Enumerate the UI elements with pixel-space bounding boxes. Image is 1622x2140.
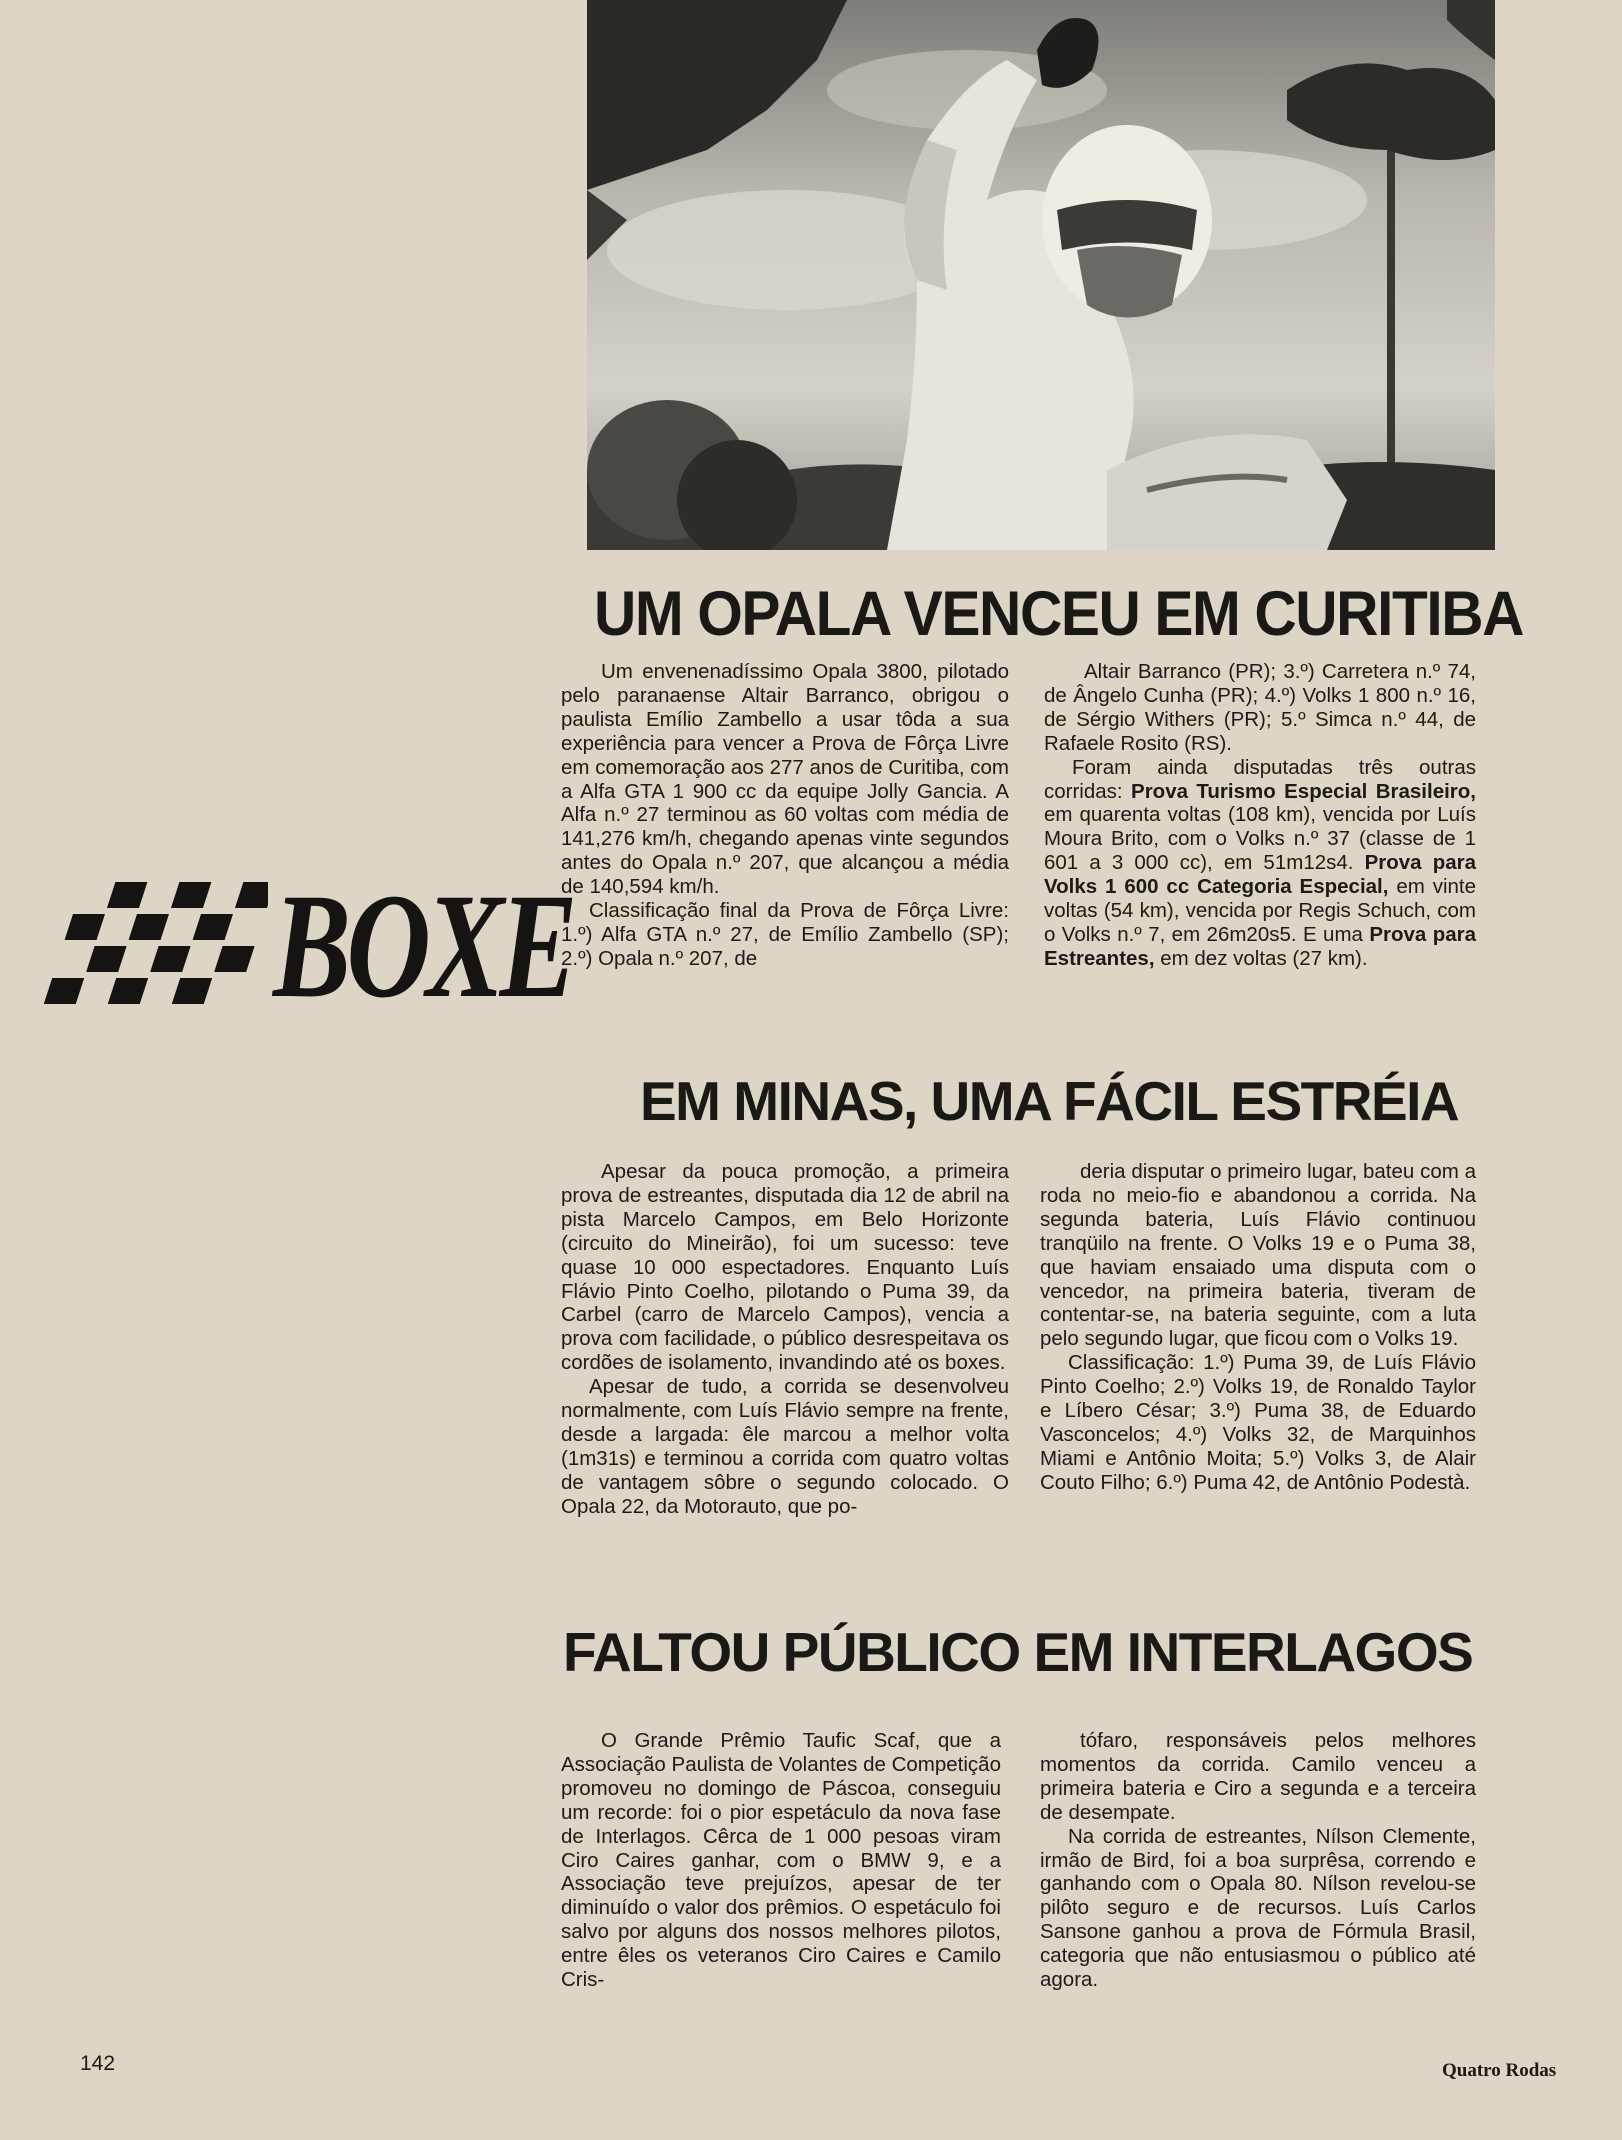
paragraph bbox=[1044, 660, 1476, 756]
text-run: em dez voltas (27 km). bbox=[1154, 946, 1368, 970]
headline-minas: EM MINAS, UMA FÁCIL ESTRÉIA bbox=[640, 1070, 1459, 1132]
magazine-name: Quatro Rodas bbox=[1442, 2060, 1557, 2081]
headline-curitiba: UM OPALA VENCEU EM CURITIBA bbox=[594, 579, 1524, 649]
article-minas-column-1 bbox=[561, 1160, 1009, 1519]
article-photo bbox=[587, 0, 1495, 550]
paragraph bbox=[1040, 1160, 1476, 1351]
text-run: Classificação final da Prova de Fôrça Livre: 1.º) Alfa GTA n.º 27, de Emílio Zambello (SP); 2.º) Opala n.º 207, de bbox=[561, 899, 1009, 970]
text-run: Apesar de tudo, a corrida se desenvolveu normalmente, com Luís Flávio sempre na frente, desde a largada: êle marcou a melhor volta (1m31s) e terminou a corrida com quatro voltas de vantagem sôbre o segundo colocado. O Opala 22, da Motorauto, que po- bbox=[561, 1375, 1009, 1518]
article-curitiba-column-2 bbox=[1044, 660, 1476, 971]
paragraph bbox=[1040, 1825, 1476, 1992]
text-run: Altair Barranco (PR); 3.º) Carretera n.º 74, de Ângelo Cunha (PR); 4.º) Volks 1 800 n.º 16, de Sérgio Withers (PR); 5.º Simca n.º 44, de Rafaele Rosito (RS). bbox=[1044, 660, 1476, 755]
checkered-flag-icon bbox=[38, 874, 268, 1014]
paragraph bbox=[561, 1729, 1001, 1992]
text-run: deria disputar o primeiro lugar, bateu com a roda no meio-fio e abandonou a corrida. Na segunda bateria, Luís Flávio continuou tranqüilo na frente. O Volks 19 e o Puma 38, que haviam ensaiado uma disputa com o vencedor, na primeira bateria, tiveram de contentar-se, na bateria seguinte, com a luta pelo segundo lugar, que ficou com o Volks 19. bbox=[1040, 1160, 1476, 1351]
paragraph bbox=[1044, 756, 1476, 971]
text-run: Na corrida de estreantes, Nílson Clemente, irmão de Bird, foi a boa surprêsa, correndo e ganhando com o Opala 80. Nílson revelou-se pilôto seguro e de recursos. Luís Carlos Sansone ganhou a prova de Fórmula Brasil, categoria que não entusiasmou o público até agora. bbox=[1040, 1824, 1476, 1992]
headline-interlagos: FALTOU PÚBLICO EM INTERLAGOS bbox=[563, 1621, 1473, 1683]
paragraph bbox=[561, 1375, 1009, 1518]
text-run: em vinte voltas (54 km), vencida por Regis Schuch, com o Volks n.º 7, em 26m20s5. E uma bbox=[1044, 875, 1477, 946]
text-run: tófaro, responsáveis pelos melhores momentos da corrida. Camilo venceu a primeira bateria e Ciro a segunda e a terceira de desempate. bbox=[1040, 1729, 1476, 1824]
bold-text: Prova Turismo Especial Brasileiro, bbox=[1131, 779, 1476, 803]
article-minas-column-2 bbox=[1040, 1160, 1476, 1495]
text-run: Classificação: 1.º) Puma 39, de Luís Flávio Pinto Coelho; 2.º) Volks 19, de Ronaldo Taylor e Líbero César; 3.º) Puma 38, de Eduardo Vasconcelos; 4.º) Volks 32, de Marquinhos Miami e Antônio Moita; 5.º) Volks 3, de Alair Couto Filho; 6.º) Puma 42, de Antônio Podestà. bbox=[1040, 1351, 1476, 1494]
boxe-logo bbox=[38, 863, 573, 1029]
text-run: Um envenenadíssimo Opala 3800, pilotado pelo paranaense Altair Barranco, obrigou o paulista Emílio Zambello a usar tôda a sua experiência para vencer a Prova de Fôrça Livre em comemoração aos 277 anos de Curitiba, com a Alfa GTA 1 900 cc da equipe Jolly Gancia. A Alfa n.º 27 terminou as 60 voltas com média de 141,276 km/h, chegando apenas vinte segundos antes do Opala n.º 207, que alcançou a média de 140,594 km/h. bbox=[561, 660, 1009, 899]
page-number: 142 bbox=[80, 2052, 116, 2075]
paragraph bbox=[561, 660, 1009, 899]
bold-text: Prova para Volks 1 600 cc Categoria Especial, bbox=[1044, 851, 1476, 899]
paragraph bbox=[1040, 1351, 1476, 1494]
paragraph bbox=[561, 899, 1009, 971]
article-interlagos-column-2 bbox=[1040, 1729, 1476, 1992]
text-run: Foram ainda disputadas três outras corridas: bbox=[1044, 755, 1476, 803]
racing-driver-photo-illustration bbox=[587, 0, 1495, 550]
paragraph bbox=[561, 1160, 1009, 1375]
text-run: em quarenta voltas (108 km), vencida por Luís Moura Brito, com o Volks n.º 37 (classe de 1 601 a 3 000 cc), em 51m12s4. bbox=[1044, 803, 1476, 875]
text-run: O Grande Prêmio Taufic Scaf, que a Associação Paulista de Volantes de Competição promoveu no domingo de Páscoa, conseguiu um recorde: foi o pior espetáculo da nova fase de Interlagos. Cêrca de 1 000 pesoas viram Ciro Caires ganhar, com o BMW 9, e a Associação teve prejuízos, apesar de ter diminuído o valor dos prêmios. O espetáculo foi salvo por alguns dos nossos melhores pilotos, entre êles os veteranos Ciro Caires e Camilo Cris- bbox=[561, 1729, 1001, 1992]
article-interlagos-column-1 bbox=[561, 1729, 1001, 1992]
article-curitiba-column-1 bbox=[561, 660, 1009, 971]
bold-text: Prova para Estreantes, bbox=[1044, 922, 1477, 970]
boxe-title: BOXE bbox=[273, 863, 573, 1029]
text-run: Apesar da pouca promoção, a primeira prova de estreantes, disputada dia 12 de abril na pista Marcelo Campos, em Belo Horizonte (circuito do Mineirão), foi um sucesso: teve quase 10 000 espectadores. Enquanto Luís Flávio Pinto Coelho, pilotando o Puma 39, da Carbel (carro de Marcelo Campos), vencia a prova com facilidade, o público desrespeitava os cordões de isolamento, invandindo até os boxes. bbox=[561, 1160, 1009, 1375]
paragraph bbox=[1040, 1729, 1476, 1825]
